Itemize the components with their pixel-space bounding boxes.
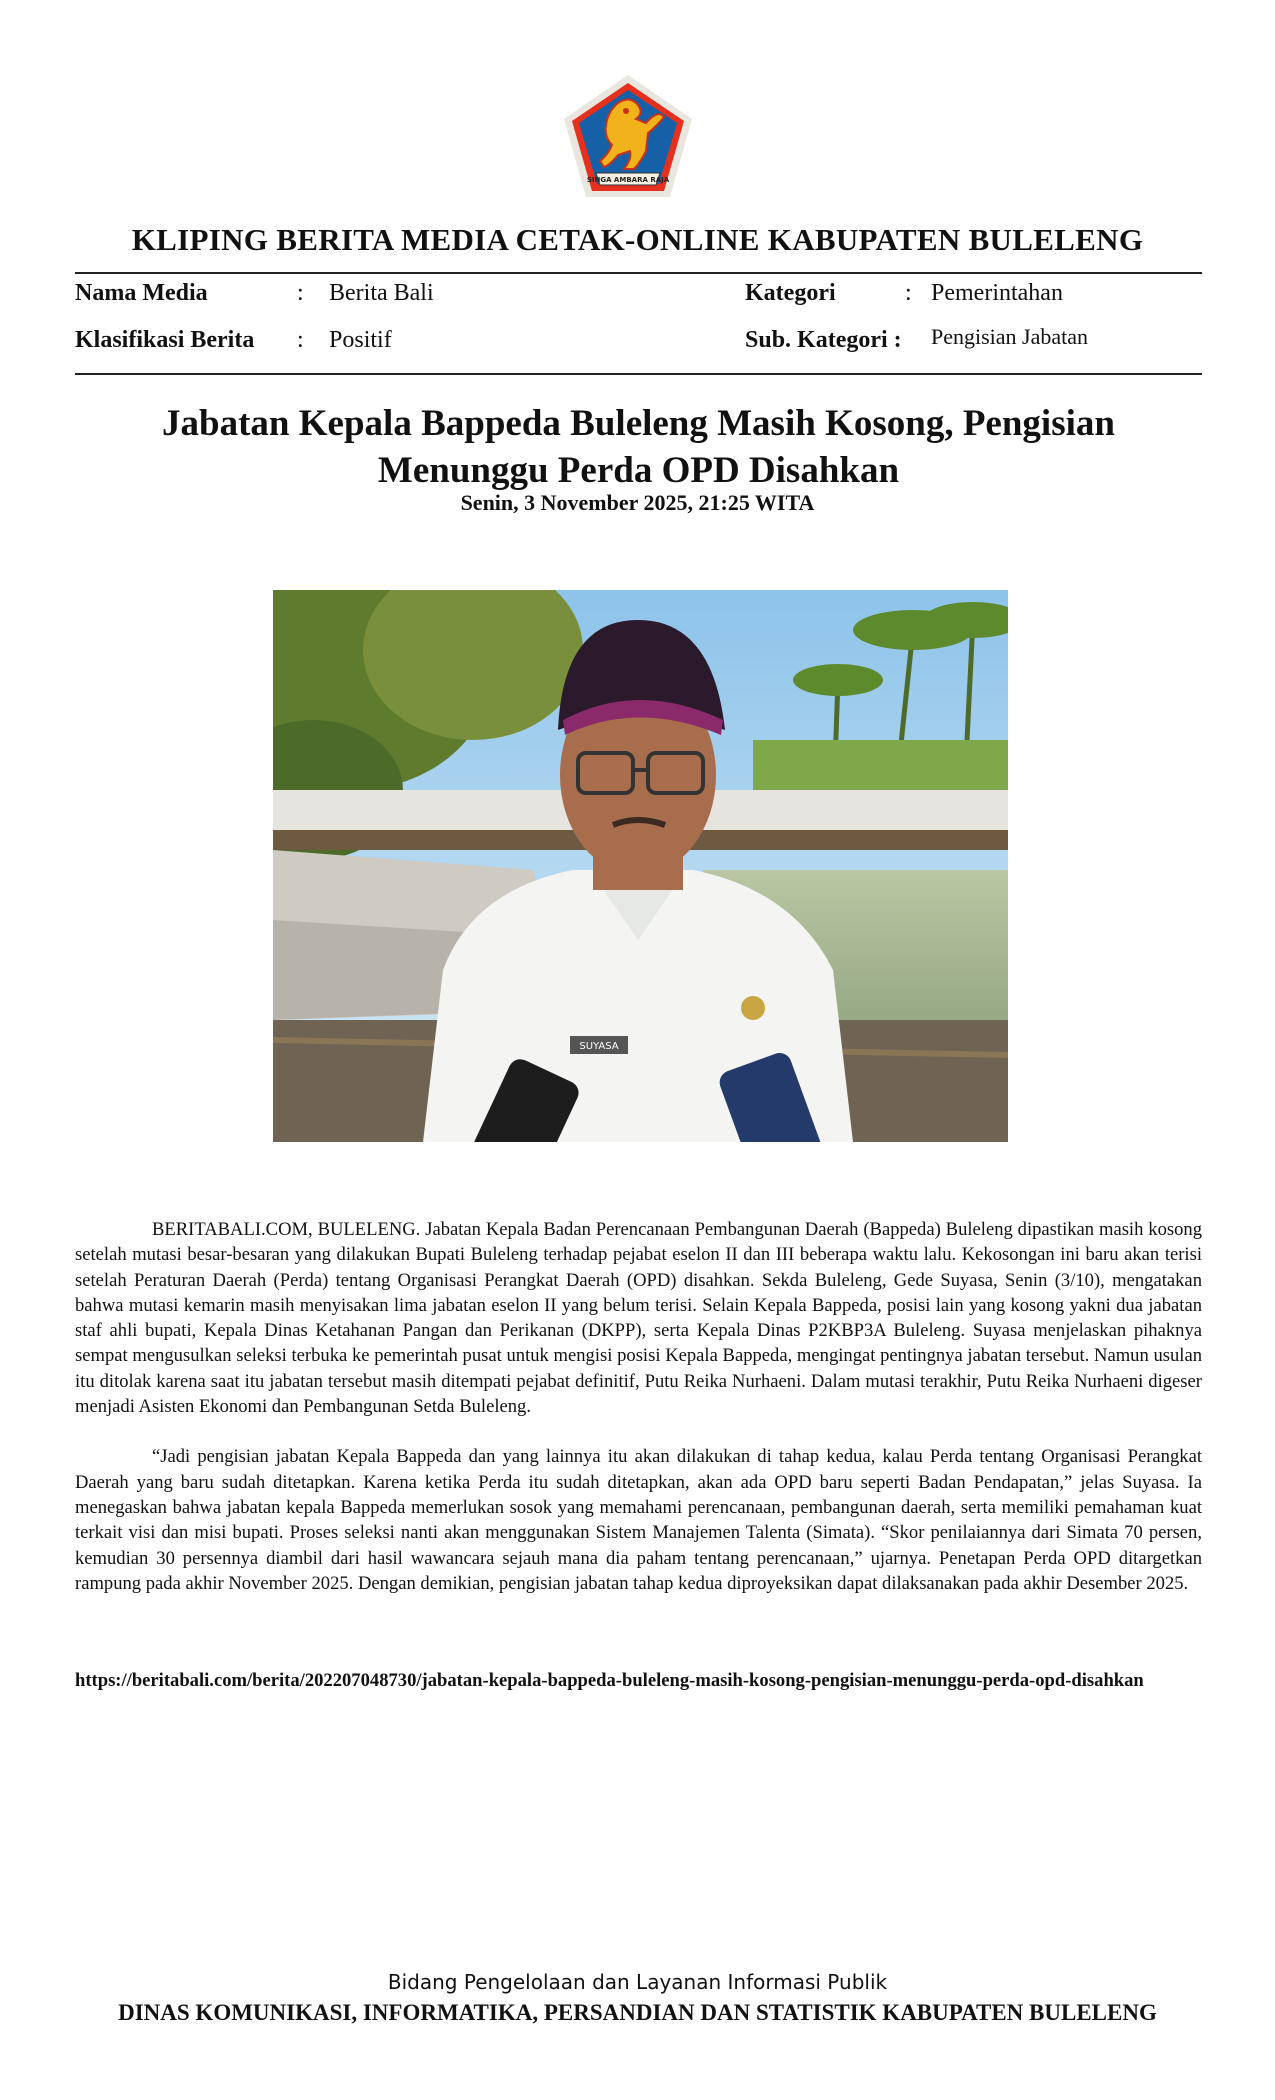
- subcategory-label: Sub. Kategori :: [745, 327, 902, 353]
- document-title: KLIPING BERITA MEDIA CETAK-ONLINE KABUPATEN BULELENG: [131, 222, 1144, 257]
- kabupaten-buleleng-logo-icon: [560, 73, 696, 201]
- source-url-link[interactable]: https://beritabali.com/berita/202207048730/jabatan-kepala-bappeda-buleleng-masih-kosong-pengisian-menunggu-perda-opd-disahkan: [75, 1670, 1144, 1691]
- media-name-label: Nama Media: [75, 280, 208, 306]
- article-dateline: Senin, 3 November 2025, 21:25 WITA: [460, 490, 815, 515]
- article-paragraph-1: BERITABALI.COM, BULELENG. Jabatan Kepala Badan Perencanaan Pembangunan Daerah (Bappeda) Buleleng dipastikan masih kosong setelah mutasi besar-besaran yang dilakukan Bupati Buleleng terhadap pejabat eselon II dan III beberapa waktu lalu. Kekosongan ini baru akan terisi setelah Peraturan Daerah (Perda) tentang Organisasi Perangkat Daerah (OPD) disahkan. Sekda Buleleng, Gede Suyasa, Senin (3/10), mengatakan bahwa mutasi kemarin masih menyisakan lima jabatan eselon II yang belum terisi. Selain Kepala Bappeda, posisi lain yang kosong yakni dua jabatan staf ahli bupati, Kepala Dinas Ketahanan Pangan dan Perikanan (DKPP), serta Kepala Dinas P2KBP3A Buleleng. Suyasa menjelaskan pihaknya sempat mengusulkan seleksi terbuka ke pemerintah pusat untuk mengisi posisi Kepala Bappeda, mengingat pentingnya jabatan tersebut. Namun usulan itu ditolak karena saat itu jabatan tersebut masih ditempati pejabat definitif, Putu Reika Nurhaeni. Dalam mutasi terakhir, Putu Reika Nurhaeni digeser menjadi Asisten Ekonomi dan Pembangunan Setda Buleleng.: [75, 1219, 1202, 1418]
- category-label: Kategori: [745, 280, 836, 306]
- footer-agency: DINAS KOMUNIKASI, INFORMATIKA, PERSANDIAN DAN STATISTIK KABUPATEN BULELENG: [118, 2000, 1157, 2025]
- media-name-row: [75, 280, 434, 307]
- category-colon: :: [905, 280, 912, 306]
- category-row: [745, 280, 1063, 307]
- classification-colon: :: [297, 327, 304, 353]
- header-top-divider: [75, 272, 1202, 274]
- classification-label: Klasifikasi Berita: [75, 327, 255, 353]
- media-name-colon: :: [297, 280, 304, 306]
- subcategory-row: [745, 324, 1089, 354]
- classification-row: [75, 327, 392, 354]
- article-headline: Jabatan Kepala Bappeda Buleleng Masih Kosong, Pengisian Menunggu Perda OPD Disahkan: [162, 403, 1115, 491]
- footer-subtitle: Bidang Pengelolaan dan Layanan Informasi Publik: [387, 1970, 888, 1994]
- logo-motto-text: SINGA AMBARA RAJA: [586, 176, 670, 184]
- header-bottom-divider: [75, 373, 1202, 375]
- category-value: Pemerintahan: [931, 280, 1063, 306]
- article-body: [75, 1217, 1202, 1621]
- article-paragraph-2: “Jadi pengisian jabatan Kepala Bappeda dan yang lainnya itu akan dilakukan di tahap kedua, kalau Perda tentang Organisasi Perangkat Daerah yang baru sudah ditetapkan. Karena ketika Perda itu sudah ditetapkan, akan ada OPD baru seperti Badan Pendapatan,” jelas Suyasa. Ia menegaskan bahwa jabatan kepala Bappeda memerlukan sosok yang memahami perencanaan, pembangunan daerah, serta memiliki pemahaman kuat terkait visi dan misi bupati. Proses seleksi nanti akan menggunakan Sistem Manajemen Talenta (Simata). “Skor penilaiannya dari Simata 70 persen, kemudian 30 persennya diambil dari hasil wawancara sejauh mana dia paham tentang perencanaan,” ujarnya. Penetapan Perda OPD ditargetkan rampung pada akhir November 2025. Dengan demikian, pengisian jabatan tahap kedua diproyeksikan dapat dilaksanakan pada akhir Desember 2025.: [75, 1446, 1202, 1594]
- article-photo: [273, 590, 1008, 1142]
- subcategory-value: Pengisian Jabatan: [931, 324, 1089, 349]
- media-name-value: Berita Bali: [329, 280, 434, 306]
- classification-value: Positif: [329, 327, 392, 353]
- photo-name-tag: SUYASA: [579, 1041, 619, 1052]
